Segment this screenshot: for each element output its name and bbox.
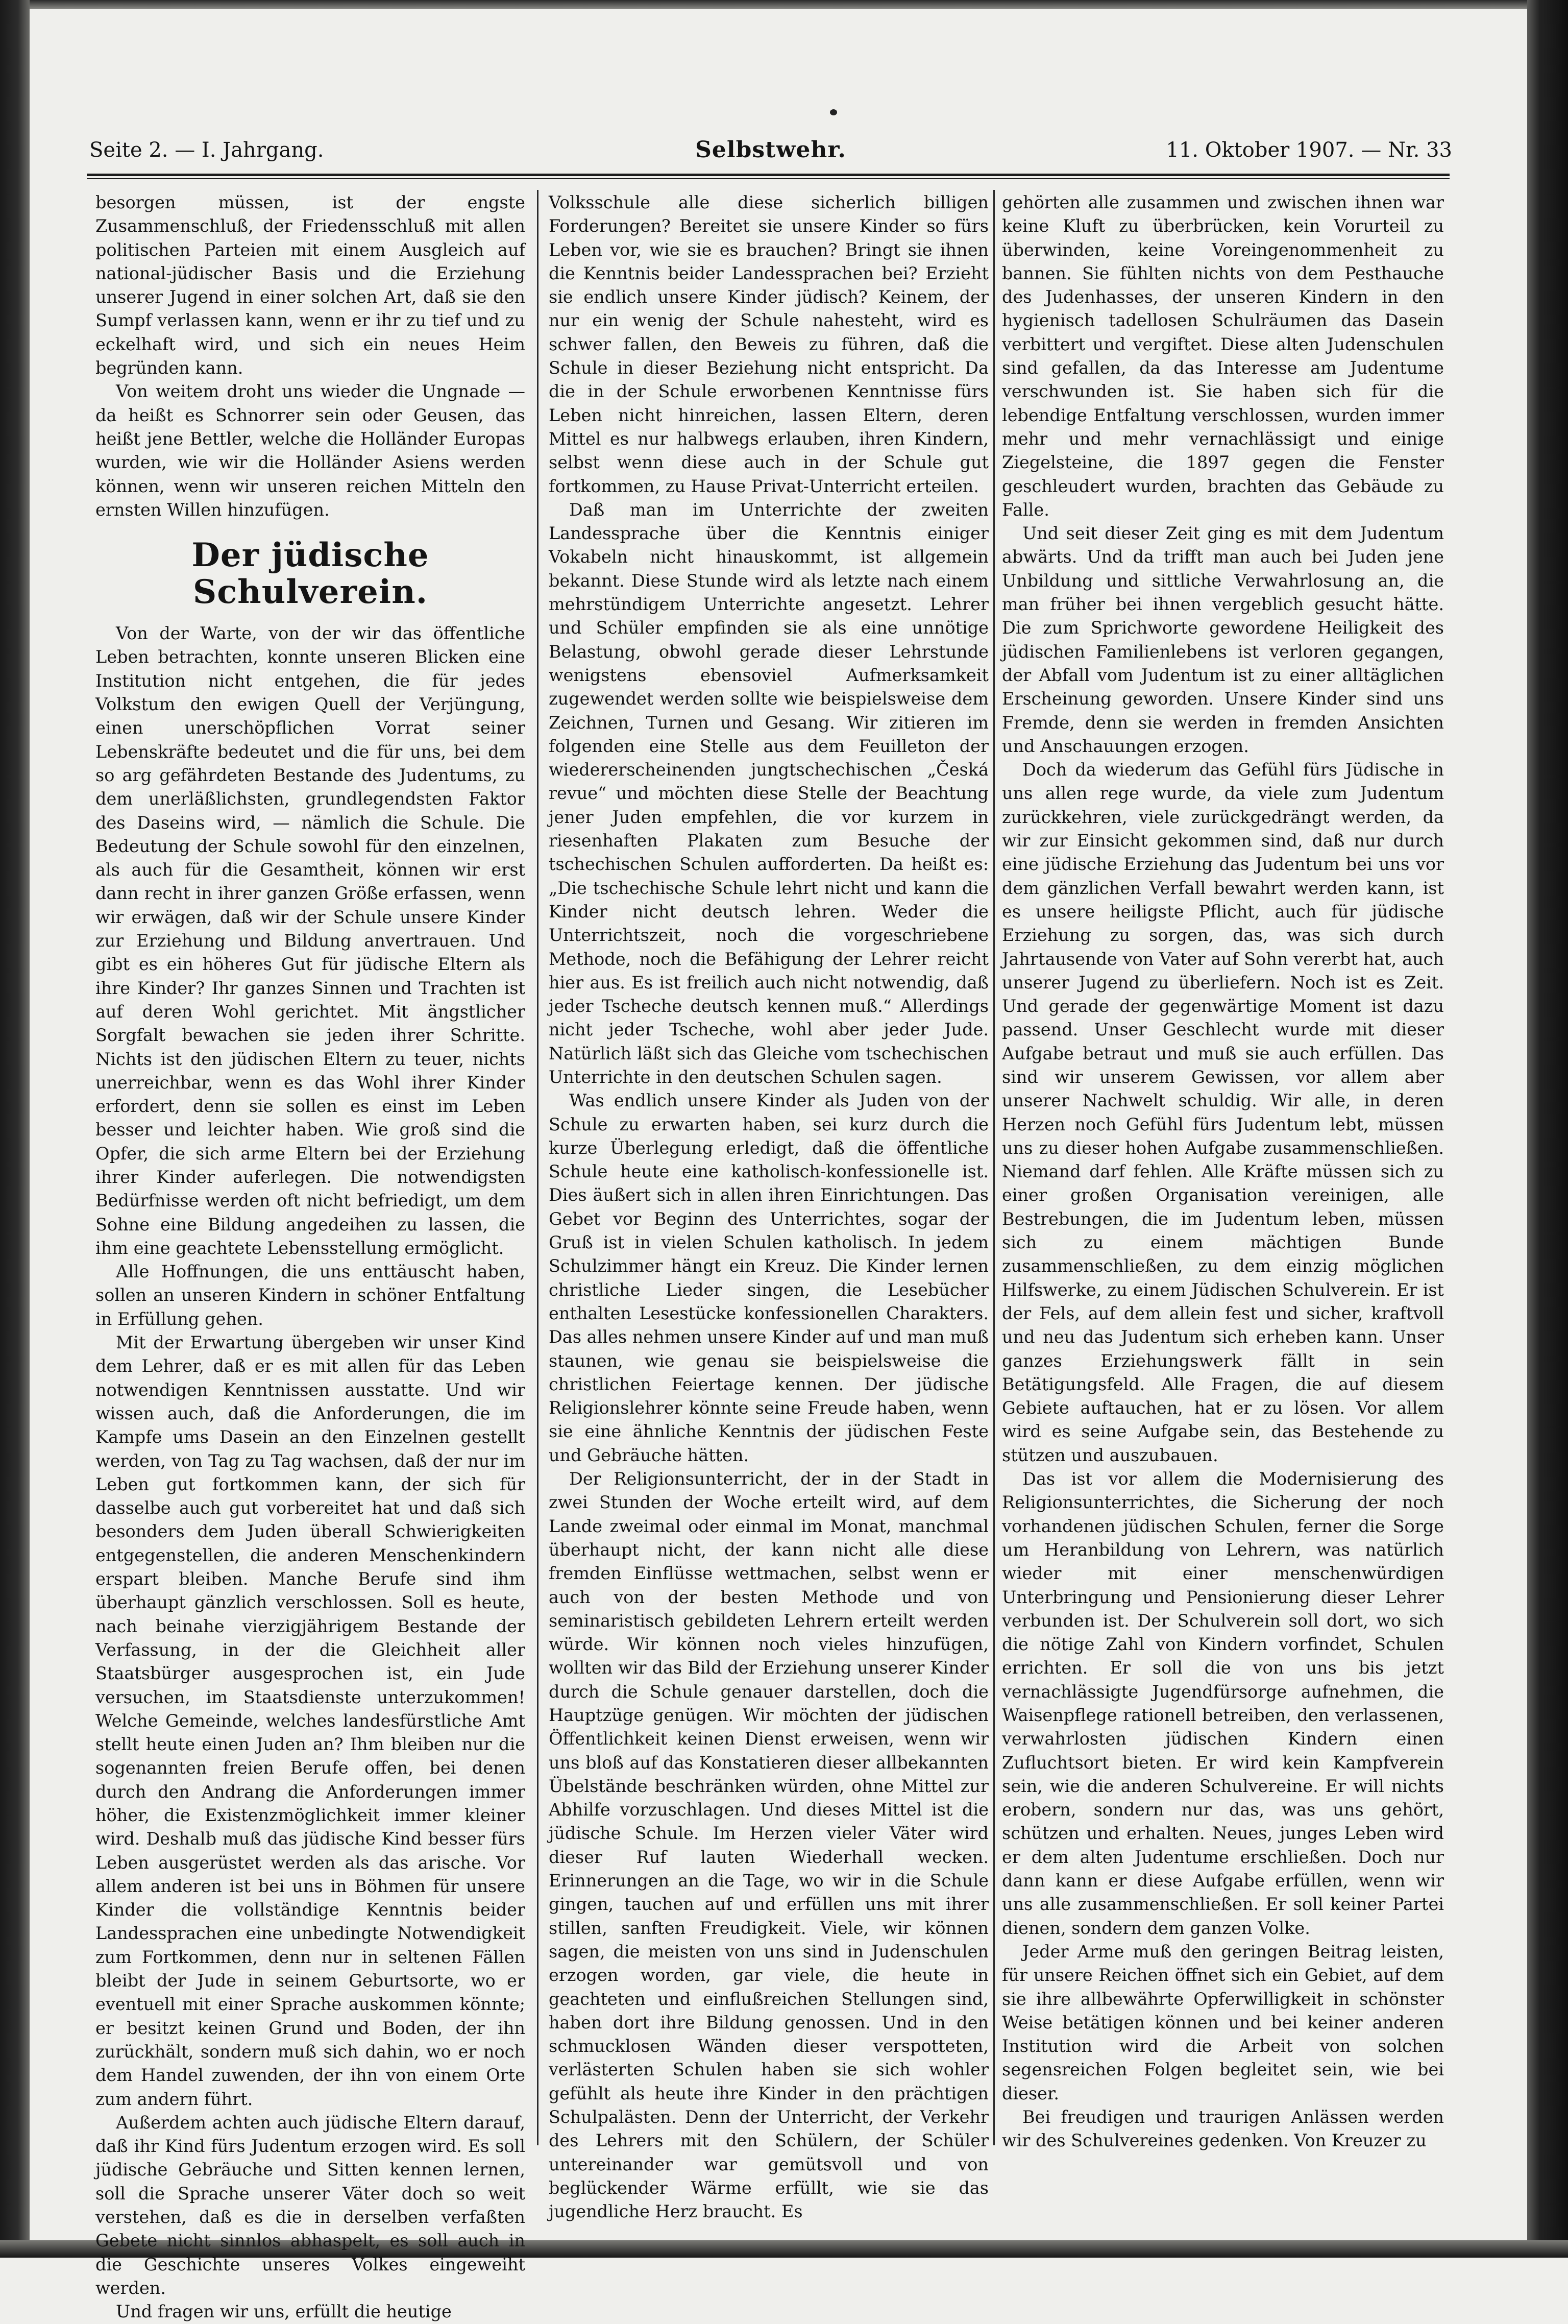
paragraph: Mit der Erwartung übergeben wir unser Kind dem Lehrer, daß er es mit allen für das Leben notwendigen Kenntnissen ausstatte. Und wir wissen auch, daß die Anforderungen, die im Kampfe ums Dasein an den Einzelnen gestellt werden, von Tag zu Tag wachsen, daß der nur im Leben gut fortkommen kann, der sich für dasselbe auch gut vorbereitet hat und daß sich besonders dem Juden überall Schwierigkeiten entgegenstellen, die anderen Menschenkindern erspart bleiben. Manche Berufe sind ihm überhaupt gänzlich verschlossen. Soll es heute, nach beinahe vierzigjährigem Bestande der Verfassung, in der die Gleichheit aller Staatsbürger ausgesprochen ist, ein Jude versuchen, im Staatsdienste unterzukommen! Welche Gemeinde, welches landesfürstliche Amt stellt heute einen Juden an? Ihm bleiben nur die sogenannten freien Berufe offen, bei denen durch den Andrang die Anforderungen immer höher, die Existenzmöglichkeit immer kleiner wird. Deshalb muß das jüdische Kind besser fürs Leben ausgerüstet werden als das arische. Vor allem anderen ist bei uns in Böhmen für unsere Kinder die vollständige Kenntnis beider Landessprachen eine unbedingte Notwendigkeit zum Fortkommen, denn nur in seltenen Fällen bleibt der Jude in seinem Geburtsorte, wo er eventuell mit einer Sprache auskommen könnte; er besitzt keinen Grund und Boden, der ihn zurückhält, sondern muß sich dahin, wo er noch dem Handel zuwenden, der ihn von einem Orte zum andern führt. [95, 1333, 525, 2109]
paragraph: Bei freudigen und traurigen Anlässen werden wir des Schulvereines gedenken. Von Kreuzer zu [1002, 2107, 1444, 2151]
column-divider-2 [993, 190, 995, 2145]
page-number-volume: Seite 2. — I. Jahrgang. [89, 138, 324, 162]
paragraph: Von der Warte, von der wir das öffentliche Leben betrachten, konnte unseren Blicken eine Institution nicht entgehen, die für jedes Volkstum den ewigen Quell der Verjüngung, einen unerschöpflichen Vorrat seiner Lebenskräfte bedeutet und die für uns, bei dem so arg gefährdeten Bestande des Judentums, zu dem unerläßlichsten, grundlegendsten Faktor des Daseins wird, — nämlich die Schule. Die Bedeutung der Schule sowohl für den einzelnen, als auch für die Gesamtheit, können wir erst dann recht in ihrer ganzen Größe erfassen, wenn wir erwägen, daß wir der Schule unsere Kinder zur Erziehung und Bildung anvertrauen. Und gibt es ein höheres Gut für jüdische Eltern als ihre Kinder? Ihr ganzes Sinnen und Trachten ist auf deren Wohl gerichtet. Mit ängstlicher Sorgfalt bewachen sie jeden ihrer Schritte. Nichts ist den jüdischen Eltern zu teuer, nichts unerreichbar, wenn es das Wohl ihrer Kinder erfordert, denn sie sollen es einst im Leben besser und leichter haben. Wie groß sind die Opfer, die sich arme Eltern bei der Erziehung ihrer Kinder auferlegen. Die notwendigsten Bedürfnisse werden oft nicht befriedigt, um dem Sohne eine Bildung angedeihen zu lassen, die ihm eine geachtete Lebensstellung ermöglicht. [95, 623, 525, 1258]
scan-edge-right [1527, 0, 1568, 2258]
paragraph: Jeder Arme muß den geringen Beitrag leisten, für unsere Reichen öffnet sich ein Gebiet, auf dem sie ihre allbewährte Opferwilligkeit in schönster Weise betätigen können und bei keiner anderen Institution wird die Arbeit von solchen segensreichen Folgen begleitet sein, wie bei dieser. [1002, 1941, 1444, 2103]
column-1 [95, 191, 525, 2322]
paragraph: Und seit dieser Zeit ging es mit dem Judentum abwärts. Und da trifft man auch bei Juden jene Unbildung und sittliche Verwahrlosung an, die man früher bei ihnen vergeblich gesucht hätte. Die zum Sprichworte gewordene Heiligkeit des jüdischen Familienlebens ist verloren gegangen, der Abfall vom Judentum ist zu einer alltäglichen Erscheinung geworden. Unsere Kinder sind uns Fremde, denn sie werden in fremden Ansichten und Anschauungen erzogen. [1002, 523, 1444, 756]
column-3 [1002, 191, 1444, 2151]
header-rule [87, 174, 1450, 176]
newspaper-title: Selbstwehr. [695, 137, 846, 163]
paragraph: Doch da wiederum das Gefühl fürs Jüdische in uns allen rege wurde, da viele zum Judentum zurückkehren, viele zurückgedrängt werden, da wir zur Einsicht gekommen sind, daß nur durch eine jüdische Erziehung das Judentum bei uns vor dem gänzlichen Verfall bewahrt werden kann, ist es unsere heiligste Pflicht, auch für jüdische Erziehung zu sorgen, das, was sich durch Jahrtausende von Vater auf Sohn vererbt hat, auch unserer Jugend zu überliefern. Noch ist es Zeit. Und gerade der gegenwärtige Moment ist dazu passend. Unser Geschlecht wurde mit dieser Aufgabe betraut und muß sie auch erfüllen. Das sind wir unserem Gewissen, vor allem aber unserer Nachwelt schuldig. Wir alle, in deren Herzen noch Gefühl fürs Judentum lebt, müssen uns zu dieser hohen Aufgabe zusammenschließen. Niemand darf fehlen. Alle Kräfte müssen sich zu einer großen Organisation vereinigen, alle Bestrebungen, die im Judentum leben, müssen sich zu einem mächtigen Bunde zusammenschließen, zu dem einzig möglichen Hilfswerke, zu einem Jüdischen Schulverein. Er ist der Fels, auf dem allein fest und sicher, kraftvoll und neu das Judentum sich erheben kann. Unser ganzes Erziehungswerk fällt in sein Betätigungsfeld. Alle Fragen, die auf diesem Gebiete auftauchen, hat er zu lösen. Vor allem wird es seine Aufgabe sein, das Bestehende zu stützen und auszubauen. [1002, 760, 1444, 1465]
scan-edge-left [0, 0, 30, 2258]
paragraph: gehörten alle zusammen und zwischen ihnen war keine Kluft zu überbrücken, kein Vorurteil zu überwinden, keine Voreingenommenheit zu bannen. Sie fühlten nichts von dem Pesthauche des Judenhasses, der unseren Kindern in den hygienisch tadellosen Schulräumen das Dasein verbittert und vergiftet. Diese alten Judenschulen sind gefallen, da das Interesse am Judentume verschwunden ist. Sie haben sich für die lebendige Entfaltung verschlossen, wurden immer mehr und mehr vernachlässigt und einige Ziegelsteine, die 1897 gegen die Fenster geschleudert wurden, brachten das Gebäude zu Falle. [1002, 192, 1444, 520]
ink-speck [830, 109, 837, 115]
scan-edge-top [0, 0, 1568, 9]
paragraph: Volksschule alle diese sicherlich billigen Forderungen? Bereitet sie unsere Kinder so fürs Leben vor, wie sie es brauchen? Bringt sie ihnen die Kenntnis beider Landessprachen bei? Erzieht sie endlich unsere Kinder jüdisch? Keinem, der nur ein wenig der Schule nahesteht, wird es schwer fallen, den Beweis zu führen, daß die Schule in dieser Beziehung nicht entspricht. Da die in der Schule erworbenen Kenntnisse fürs Leben nicht hinreichen, lassen Eltern, deren Mittel es nur halbwegs erlauben, ihren Kindern, selbst wenn diese auch in der Schule gut fortkommen, zu Hause Privat-Unterricht erteilen. [549, 192, 989, 496]
paragraph: Und fragen wir uns, erfüllt die heutige [116, 2302, 452, 2322]
paragraph: Von weitem droht uns wieder die Ungnade — da heißt es Schnorrer sein oder Geusen, das heißt jene Bettler, welche die Holländer Europas wurden, wie wir die Holländer Asiens werden können, wenn wir unseren reichen Mitteln den ernsten Willen hinzufügen. [95, 381, 525, 520]
paragraph: Das ist vor allem die Modernisierung des Religionsunterrichtes, die Sicherung der noch vorhandenen jüdischen Schulen, ferner die Sorge um Heranbildung von Lehrern, was natürlich wieder mit einer menschenwürdigen Unterbringung und Pensionierung dieser Lehrer verbunden ist. Der Schulverein soll dort, wo sich die nötige Zahl von Kindern vorfindet, Schulen errichten. Er soll die von uns bis jetzt vernachlässigte Jugendfürsorge aufnehmen, die Waisenpflege rationell betreiben, den verlassenen, verwahrlosten jüdischen Kindern einen Zufluchtsort bieten. Er wird kein Kampfverein sein, wie die anderen Schulvereine. Er will nichts erobern, sondern nur das, was uns gehört, schützen und erhalten. Neues, junges Leben wird er dem alten Judentume erschließen. Doch nur dann kann er diese Aufgabe erfüllen, wenn wir uns alle zusammenschließen. Er soll keiner Partei dienen, sondern dem ganzen Volke. [1002, 1469, 1444, 1938]
paragraph: besorgen müssen, ist der engste Zusammenschluß, der Friedensschluß mit allen politischen Parteien mit einem Ausgleich auf national-jüdischer Basis und die Erziehung unserer Jugend in einer solchen Art, daß sie den Sumpf verlassen kann, wenn er ihr zu tief und zu eckelhaft wird, und sich ein neues Heim begründen kann. [95, 192, 525, 378]
paragraph: Was endlich unsere Kinder als Juden von der Schule zu erwarten haben, sei kurz durch die kurze Überlegung erledigt, daß die öffentliche Schule heute eine katholisch-konfessionelle ist. Dies äußert sich in allen ihren Einrichtungen. Das Gebet vor Beginn des Unterrichtes, sogar der Gruß ist in vielen Schulen katholisch. In jedem Schulzimmer hängt ein Kreuz. Die Kinder lernen christliche Lieder singen, die Lesebücher enthalten Lesestücke konfessionellen Charakters. Das alles nehmen unsere Kinder auf und man muß staunen, wie genau sie beispielsweise die christlichen Feiertage kennen. Der jüdische Religionslehrer könnte seine Freude haben, wenn sie eine ähnliche Kenntnis der jüdischen Feste und Gebräuche hätten. [549, 1091, 989, 1465]
article-title: Der jüdische Schulverein. [191, 536, 429, 612]
paragraph: Daß man im Unterrichte der zweiten Landessprache über die Kenntnis einiger Vokabeln nicht hinauskommt, ist allgemein bekannt. Diese Stunde wird als letzte nach einem mehrstündigem Unterrichte angesetzt. Lehrer und Schüler empfinden sie als eine unnötige Belastung, obwohl gerade dieser Lehrstunde wenigstens ebensoviel Aufmerksamkeit zugewendet werden sollte wie beispielsweise dem Zeichnen, Turnen und Gesang. Wir zitieren im folgenden eine Stelle aus dem Feuilleton der wiedererscheinenden jungtschechischen „Česká revue“ und möchten diese Stelle der Beachtung jener Juden empfehlen, die vor kurzem in riesenhaften Plakaten zum Besuche der tschechischen Schulen aufforderten. Da heißt es: „Die tschechische Schule lehrt nicht und kann die Kinder nicht deutsch lehren. Weder die Unterrichtszeit, noch die vorgeschriebene Methode, noch die Befähigung der Lehrer reicht hier aus. Es ist freilich auch nicht notwendig, daß jeder Tscheche deutsch kennen muß.“ Allerdings nicht jeder Tscheche, wohl aber jeder Jude. Natürlich läßt sich das Gleiche vom tschechischen Unterrichte in den deutschen Schulen sagen. [549, 499, 989, 1087]
header-rule-thin [87, 178, 1450, 179]
paragraph: Außerdem achten auch jüdische Eltern darauf, daß ihr Kind fürs Judentum erzogen wird. Es soll jüdische Gebräuche und Sitten kennen lernen, soll die Sprache unserer Väter doch so weit verstehen, daß es die in derselben verfaßten Gebete nicht sinnlos abhaspelt, es soll auch in die Geschichte unseres Volkes eingeweiht werden. [95, 2112, 525, 2298]
column-2 [549, 191, 989, 2222]
column-divider-1 [537, 190, 538, 2145]
paragraph: Der Religionsunterricht, der in der Stadt in zwei Stunden der Woche erteilt wird, auf dem Lande zweimal oder einmal im Monat, manchmal überhaupt nicht, der kann nicht alle diese fremden Einflüsse wettmachen, selbst wenn er auch von der besten Methode und von seminaristisch gebildeten Lehrern erteilt werden würde. Wir können noch vieles hinzufügen, wollten wir das Bild der Erziehung unserer Kinder durch die Schule genauer darstellen, doch die Hauptzüge genügen. Wir möchten der jüdischen Öffentlichkeit keinen Dienst erweisen, wenn wir uns bloß auf das Konstatieren dieser allbekannten Übelstände beschränken würden, ohne Mittel zur Abhilfe vorzuschlagen. Und dieses Mittel ist die jüdische Schule. Im Herzen vieler Väter wird dieser Ruf lauten Wiederhall wecken. Erinnerungen an die Tage, wo wir in die Schule gingen, tauchen auf und erfüllen uns mit ihrer stillen, sanften Freudigkeit. Viele, wir können sagen, die meisten von uns sind in Judenschulen erzogen worden, gar viele, die heute in geachteten und einflußreichen Stellungen sind, haben dort ihre Bildung genossen. Und in den schmucklosen Wänden dieser verspotteten, verlästerten Schulen haben sie sich wohler gefühlt als heute ihre Kinder in den prächtigen Schulpalästen. Denn der Unterricht, der Verkehr des Lehrers mit den Schülern, der Schüler untereinander war gemütsvoll und von beglückender Wärme erfüllt, wie sie das jugendliche Herz braucht. Es [549, 1469, 989, 2222]
running-head [89, 134, 1452, 166]
paragraph: Alle Hoffnungen, die uns enttäuscht haben, sollen an unseren Kindern in schöner Entfaltung in Erfüllung gehen. [95, 1262, 525, 1329]
issue-date-number: 11. Oktober 1907. — Nr. 33 [1166, 138, 1452, 162]
